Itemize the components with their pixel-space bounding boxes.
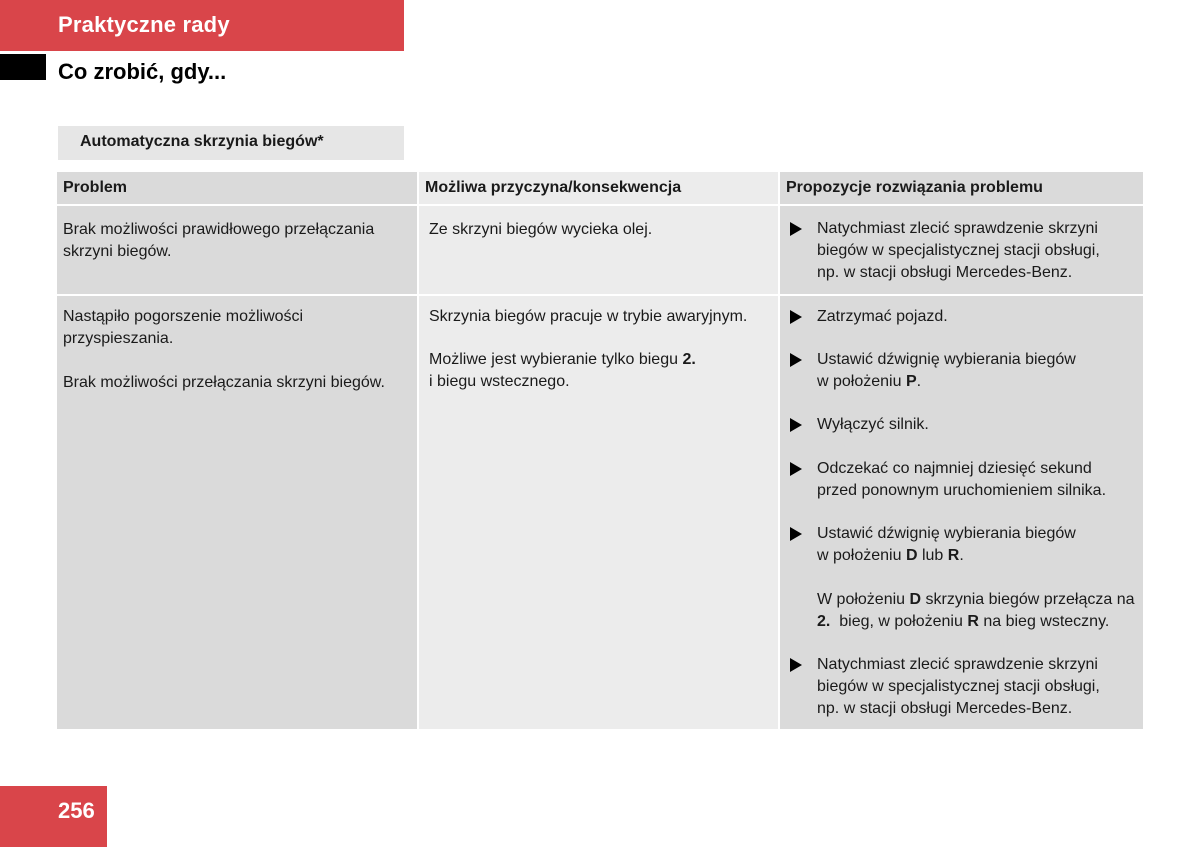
gear-value: D <box>909 591 922 608</box>
text-line <box>817 589 1147 611</box>
row2-problem-text <box>63 306 385 394</box>
text-line: np. w stacji obsługi Mercedes-Benz. <box>817 264 1073 281</box>
text-line: Nastąpiło pogorszenie możliwości <box>63 308 304 325</box>
text-line: Ustawić dźwignię wybierania biegów <box>817 351 1076 368</box>
solution-text <box>817 414 1147 436</box>
text-line: i biegu wstecznego. <box>429 373 570 390</box>
chapter-header <box>0 0 404 51</box>
section-marker <box>0 54 46 80</box>
solution-text <box>817 218 1147 284</box>
text-line: biegów w specjalistycznej stacji obsługi, <box>817 242 1100 259</box>
text-span: Możliwe jest wybieranie tylko biegu <box>429 351 678 368</box>
gear-value: P <box>905 373 917 390</box>
gear-value: 2. <box>682 351 696 368</box>
triangle-right-icon <box>790 353 802 367</box>
row1-cause-text <box>429 219 652 241</box>
section-title: Automatyczna skrzynia biegów* <box>80 133 324 150</box>
text-span: skrzynia biegów przełącza na <box>925 591 1135 608</box>
triangle-right-icon <box>790 462 802 476</box>
text-line <box>817 611 1147 633</box>
solution-text <box>817 458 1147 502</box>
text-line: Skrzynia biegów pracuje w trybie awaryjnym. <box>429 308 748 325</box>
solution-text <box>817 306 1147 328</box>
text-line <box>817 371 1147 393</box>
solution-text <box>817 523 1147 567</box>
text-span: . <box>959 547 964 564</box>
text-span: w położeniu <box>817 547 902 564</box>
header-solution-label: Propozycje rozwiązania problemu <box>786 179 1043 196</box>
text-line: skrzyni biegów. <box>63 243 172 260</box>
solution-text <box>817 349 1147 393</box>
text-span: na bieg wsteczny. <box>983 613 1110 630</box>
text-line: Odczekać co najmniej dziesięć sekund <box>817 460 1092 477</box>
triangle-right-icon <box>790 418 802 432</box>
text-span: W położeniu <box>817 591 906 608</box>
gear-value: D <box>905 547 918 564</box>
text-span: w położeniu <box>817 373 902 390</box>
header-problem <box>57 172 417 204</box>
page-number: 256 <box>58 798 95 823</box>
header-cause <box>419 172 778 204</box>
text-line: Brak możliwości przełączania skrzyni biegów. <box>63 374 385 391</box>
text-span: . <box>916 373 922 390</box>
page-number-box <box>0 786 107 847</box>
gear-value: R <box>967 613 979 630</box>
header-solution <box>780 172 1143 204</box>
triangle-right-icon <box>790 310 802 324</box>
triangle-right-icon <box>790 222 802 236</box>
gear-value: R <box>947 547 960 564</box>
text-span: bieg, w położeniu <box>839 613 963 630</box>
header-cause-label: Możliwa przyczyna/konsekwencja <box>425 179 682 196</box>
header-problem-label: Problem <box>63 179 128 196</box>
solution-text <box>817 654 1147 720</box>
row1-problem-text <box>63 219 374 263</box>
row2-cause-text <box>429 306 747 393</box>
text-line: Natychmiast zlecić sprawdzenie skrzyni <box>817 220 1098 237</box>
text-span: lub <box>921 547 944 564</box>
text-line: Ustawić dźwignię wybierania biegów <box>817 525 1076 542</box>
chapter-title: Praktyczne rady <box>58 12 230 37</box>
solution-note <box>817 589 1147 633</box>
text-line: Ze skrzyni biegów wycieka olej. <box>429 221 653 238</box>
text-line <box>429 349 747 371</box>
text-line: biegów w specjalistycznej stacji obsługi, <box>817 678 1100 695</box>
text-line: Wyłączyć silnik. <box>817 416 929 433</box>
gear-value: 2. <box>817 613 831 630</box>
triangle-right-icon <box>790 658 802 672</box>
triangle-right-icon <box>790 527 802 541</box>
text-line: przed ponownym uruchomieniem silnika. <box>817 482 1107 499</box>
text-line <box>817 545 1147 567</box>
text-line: np. w stacji obsługi Mercedes-Benz. <box>817 700 1073 717</box>
section-title-box <box>58 126 404 160</box>
text-line: Zatrzymać pojazd. <box>817 308 948 325</box>
text-line: przyspieszania. <box>63 330 174 347</box>
text-line: Natychmiast zlecić sprawdzenie skrzyni <box>817 656 1098 673</box>
text-line: Brak możliwości prawidłowego przełączania <box>63 221 375 238</box>
page-subtitle: Co zrobić, gdy... <box>58 59 227 84</box>
